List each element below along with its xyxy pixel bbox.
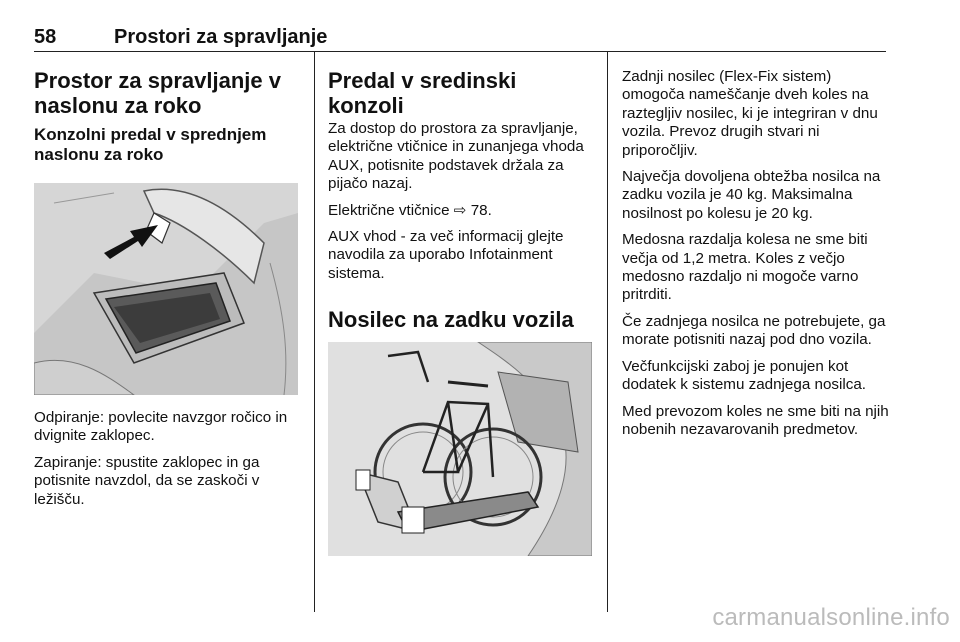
max-load-text: Največja dovoljena obtežba nosilca na zadku vozila je 40 kg. Maksimalna nosilnost po kolesu je 20 kg.	[622, 168, 881, 222]
front-armrest-subheading: Konzolni predal v sprednjem naslonu za roko	[34, 125, 267, 164]
transport-warning-text: Med prevozom koles ne sme biti na njih nobenih nezavarovanih predmetov.	[622, 402, 889, 438]
section-title: Prostori za spravljanje	[114, 26, 328, 48]
flex-fix-description: Zadnji nosilec (Flex-Fix sistem) omogoča nameščanje dveh koles na raztegljiv nosilec, ki je integriran v dnu vozila. Prevoz drugih stvari ni priporočljiv.	[622, 68, 878, 159]
column-1	[34, 68, 302, 517]
rear-carrier-heading: Nosilec na zadku vozila	[328, 307, 574, 333]
armrest-drawing	[34, 183, 298, 395]
multifunction-box-text: Večfunkcijski zaboj je ponujen kot dodatek k sistemu zadnjega nosilca.	[622, 357, 866, 394]
armrest-illustration	[34, 183, 298, 395]
page-number: 58	[34, 26, 57, 48]
retract-carrier-text: Če zadnjega nosilca ne potrebujete, ga morate potisniti nazaj pod dno vozila.	[622, 312, 886, 349]
console-access-text: Za dostop do prostora za spravljanje, električne vtičnice in zunanjega vhoda AUX, potisnite podstavek držala za pijačo nazaj.	[328, 120, 584, 193]
column-3	[622, 68, 890, 447]
open-instructions: Odpiranje: povlecite navzgor ročico in dvignite zaklopec.	[34, 409, 288, 445]
wheelbase-text: Medosna razdalja kolesa ne sme biti večja od 1,2 metra. Koles z večjo medosno razdaljo ni mogoče varno pritrditi.	[622, 231, 868, 304]
armrest-storage-heading: Prostor za spravljanje v naslonu za roko	[34, 68, 281, 118]
power-outlets-reference: Električne vtičnice ⇨ 78.	[328, 201, 492, 219]
watermark: carmanualsonline.info	[712, 604, 950, 631]
column-divider-2	[607, 52, 608, 612]
aux-input-text: AUX vhod - za več informacij glejte navodila za uporabo Infotainment sistema.	[328, 228, 564, 282]
column-2	[328, 68, 598, 556]
bicycle-carrier-drawing	[328, 342, 592, 556]
bicycle-carrier-illustration	[328, 342, 592, 556]
center-console-heading: Predal v sredinski konzoli	[328, 68, 517, 118]
header-rule	[34, 51, 886, 52]
close-instructions: Zapiranje: spustite zaklopec in ga potisnite navzdol, da se zaskoči v ležišču.	[34, 453, 260, 508]
column-divider-1	[314, 52, 315, 612]
